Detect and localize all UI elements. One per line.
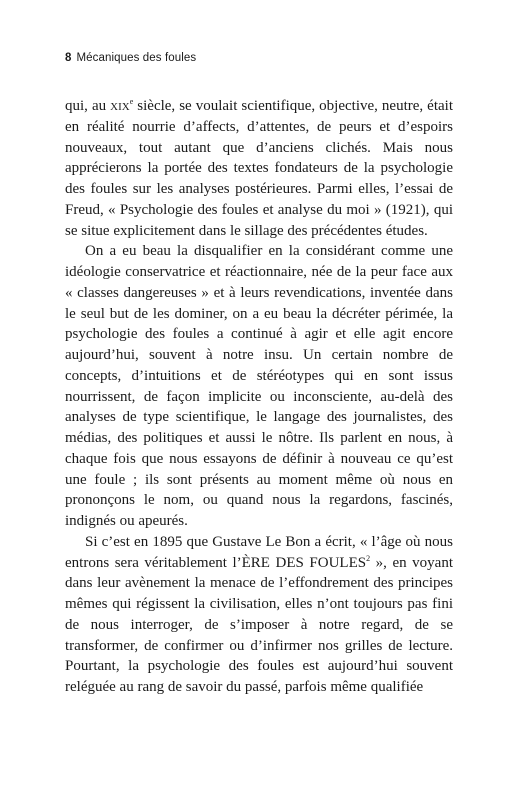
paragraph-2: On a eu beau la disqualifier en la considérant comme une idéologie conservatrice et réactionnaire, née de la peur face aux « classes dangereuses » et à leurs revendications, inventée dans le seul but de les dominer, on a eu beau la décréter périmée, la psychologie des foules a continué à agir et elle agit encore aujourd’hui, souvent à notre insu. Un certain nombre de concepts, d’intuitions et de stéréotypes qui en sont issus nourrissent, de façon implicite ou inconsciente, au-delà des analyses de type scientifique, le langage des journalistes, des médias, des politiques et aussi le nôtre. Ils parlent en nous, à chaque fois que nous essayons de définir à nouveau ce qu’est une foule ; ils sont présents au moment même où nous en prononçons le nom, ou quand nous la regardons, fascinés, indignés ou apeurés. <box>65 243 453 529</box>
paragraph-1 <box>65 96 453 241</box>
paragraph-1-text-b: siècle, se voulait scientifique, objective, neutre, était en réalité nourrie d’affects, d’attentes, de peurs et d’espoirs nouveaux, tout autant que d’anciens clichés. Mais nous apprécierons la portée des textes fondateurs de la psychologie des foules sur les analyses postérieures. Parmi elles, l’essai de Freud, « Psychologie des foules et analyse du moi » (1921), qui se situe explicitement dans le sillage des précédentes études. <box>65 98 453 239</box>
century-superscript: e <box>129 97 134 106</box>
page-number: 8 <box>65 52 72 64</box>
paragraph-3-text-a: Si c’est en 1895 que Gustave Le Bon a écrit, « l’âge où nous entrons sera véritablement l’ÈRE DES FOULES <box>65 533 453 571</box>
running-head <box>65 52 196 64</box>
running-title: Mécaniques des foules <box>76 52 197 64</box>
footnote-marker: 2 <box>366 553 371 563</box>
century-numeral: xix <box>110 98 130 114</box>
body-text <box>65 96 453 698</box>
paragraph-3 <box>65 532 453 698</box>
paragraph-1-text-a: qui, au <box>65 98 111 114</box>
paragraph-3-text-b: », en voyant dans leur avènement la menace de l’effondrement des principes mêmes qui régissent la civilisation, elles n’ont toujours pas fini de nous interroger, de s’imposer à notre regard, de se transformer, de confirmer ou d’infirmer nos grilles de lecture. Pourtant, la psychologie des foules est aujourd’hui souvent reléguée au rang de savoir du passé, parfois même qualifiée <box>65 554 453 695</box>
